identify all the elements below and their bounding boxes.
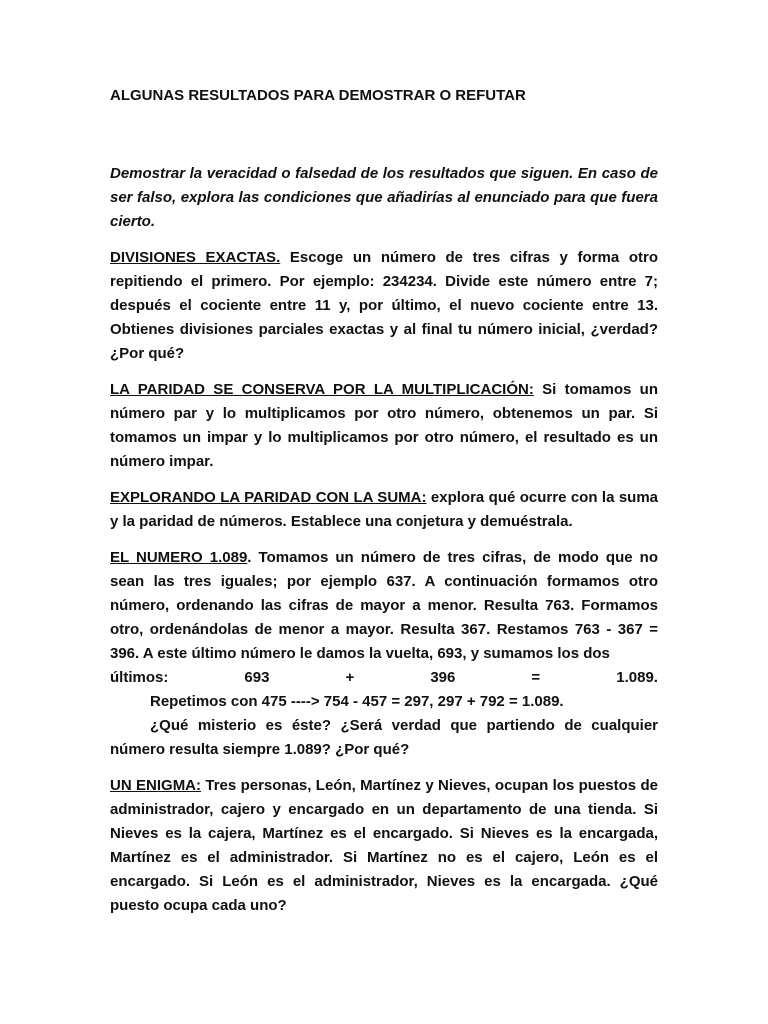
section-body: Tres personas, León, Martínez y Nieves, ocupan los puestos de administrador, cajero y encargado en un departamento de una tienda. Si Nieves es la cajera, Martínez es el encargado. Si Nieves es la encargada, Martínez es el administrador. Si Martínez no es el cajero, León es el encargado. Si León es el administrador, Nieves es la encargada. ¿Qué puesto ocupa cada uno? — [110, 777, 658, 914]
section-heading: DIVISIONES EXACTAS. — [110, 249, 281, 266]
section-body: Escoge un número de tres cifras y forma otro repitiendo el primero. Por ejemplo: 234234. Divide este número entre 7; después el cociente entre 11 y, por último, el nuevo cociente entre 13. Obtienes divisiones parciales exactas y al final tu número inicial, ¿verdad? ¿Por qué? — [110, 249, 658, 362]
section-divisiones-exactas — [110, 246, 658, 366]
equation-part: 396 — [430, 669, 456, 686]
section-numero-1089 — [110, 546, 658, 762]
page-title: ALGUNAS RESULTADOS PARA DEMOSTRAR O REFUTAR — [110, 87, 526, 104]
equation-part: 693 — [244, 669, 270, 686]
section-paridad-multiplicacion — [110, 378, 658, 474]
section-heading: LA PARIDAD SE CONSERVA POR LA MULTIPLICACIÓN: — [110, 381, 534, 398]
document-page — [110, 84, 658, 930]
repeat-example: Repetimos con 475 ----> 754 - 457 = 297, 297 + 792 = 1.089. — [150, 693, 564, 710]
section-paridad-suma — [110, 486, 658, 534]
intro-paragraph: Demostrar la veracidad o falsedad de los resultados que siguen. En caso de ser falso, explora las condiciones que añadirías al enunciado para que fuera cierto. — [110, 165, 658, 230]
section-heading: UN ENIGMA: — [110, 777, 202, 794]
equation-part: = — [531, 669, 541, 686]
equation-part: 1.089. — [616, 669, 658, 686]
section-body: . Tomamos un número de tres cifras, de modo que no sean las tres iguales; por ejemplo 637. A continuación formamos otro número, ordenando las cifras de mayor a menor. Resulta 763. Formamos otro, ordenándolas de menor a mayor. Resulta 367. Restamos 763 - 367 = 396. A este último número le damos la vuelta, 693, y sumamos los dos — [110, 549, 658, 662]
mystery-question: ¿Qué misterio es éste? ¿Será verdad que partiendo de cualquier número resulta siempre 1.089? ¿Por qué? — [110, 717, 658, 758]
section-body: Si tomamos un número par y lo multiplicamos por otro número, obtenemos un par. Si tomamos un impar y lo multiplicamos por otro número, el resultado es un número impar. — [110, 381, 658, 470]
equation-part: + — [345, 669, 355, 686]
section-heading: EXPLORANDO LA PARIDAD CON LA SUMA: — [110, 489, 427, 506]
equation-line — [110, 666, 658, 690]
section-body: explora qué ocurre con la suma y la paridad de números. Establece una conjetura y demuéstrala. — [110, 489, 659, 530]
section-enigma — [110, 774, 658, 918]
equation-part: últimos: — [110, 669, 169, 686]
section-numero-text — [110, 546, 658, 666]
section-heading: EL NUMERO 1.089 — [110, 549, 248, 566]
